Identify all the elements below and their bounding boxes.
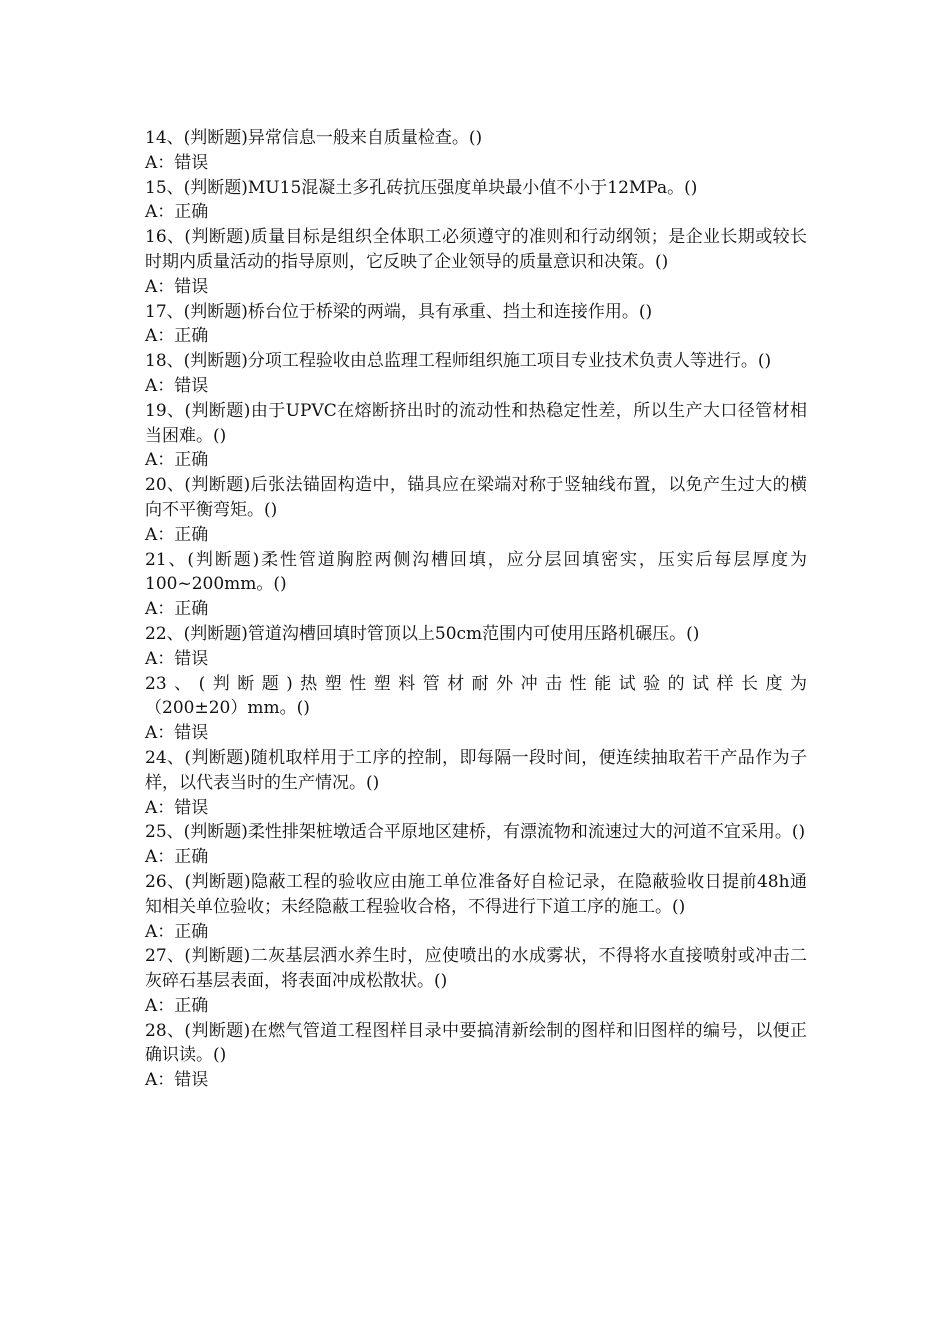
question-23-continued: （200±20）mm。()	[145, 698, 310, 719]
question-17: 17、(判断题)桥台位于桥梁的两端，具有承重、挡土和连接作用。()	[145, 301, 653, 322]
question-19: 19、(判断题)由于UPVC在熔断挤出时的流动性和热稳定性差，所以生产大口径管材相当困难。()	[145, 400, 807, 446]
question-27: 27、(判断题)二灰基层洒水养生时，应使喷出的水成雾状，不得将水直接喷射或冲击二灰碎石基层表面，将表面冲成松散状。()	[145, 946, 807, 992]
question-25: 25、(判断题)柔性排架桩墩适合平原地区建桥，有漂流物和流速过大的河道不宜采用。()	[145, 822, 806, 843]
answer-16: A：错误	[145, 276, 209, 297]
question-21: 21、(判断题)柔性管道胸腔两侧沟槽回填，应分层回填密实，压实后每层厚度为100~200mm。()	[145, 549, 807, 595]
answer-28: A：错误	[145, 1070, 209, 1091]
question-16: 16、(判断题)质量目标是组织全体职工必须遵守的准则和行动纲领；是企业长期或较长时期内质量活动的指导原则，它反映了企业领导的质量意识和决策。()	[145, 227, 807, 272]
answer-24: A：错误	[145, 797, 209, 818]
question-26: 26、(判断题)隐蔽工程的验收应由施工单位准备好自检记录，在隐蔽验收日提前48h通知相关单位验收；未经隐蔽工程验收合格，不得进行下道工序的施工。()	[145, 871, 807, 917]
answer-23: A：错误	[145, 723, 209, 744]
answer-26: A：正确	[145, 921, 209, 942]
answer-21: A：正确	[145, 599, 209, 620]
question-20: 20、(判断题)后张法锚固构造中，锚具应在梁端对称于竖轴线布置，以免产生过大的横向不平衡弯矩。()	[145, 475, 807, 520]
question-28: 28、(判断题)在燃气管道工程图样目录中要搞清新绘制的图样和旧图样的编号，以便正确识读。()	[145, 1020, 807, 1066]
answer-27: A：正确	[145, 995, 209, 1016]
question-22: 22、(判断题)管道沟槽回填时管顶以上50cm范围内可使用压路机碾压。()	[145, 623, 700, 644]
question-15: 15、(判断题)MU15混凝土多孔砖抗压强度单块最小值不小于12MPa。()	[145, 177, 698, 198]
answer-17: A：正确	[145, 326, 209, 347]
question-24: 24、(判断题)随机取样用于工序的控制，即每隔一段时间，便连续抽取若干产品作为子样，以代表当时的生产情况。()	[145, 747, 807, 793]
answer-14: A：错误	[145, 152, 209, 173]
answer-18: A：错误	[145, 375, 209, 396]
answer-15: A：正确	[145, 202, 209, 223]
question-14: 14、(判断题)异常信息一般来自质量检查。()	[145, 128, 483, 148]
answer-22: A：错误	[145, 648, 209, 669]
question-list	[145, 126, 807, 1093]
question-18: 18、(判断题)分项工程验收由总监理工程师组织施工项目专业技术负责人等进行。()	[145, 351, 772, 372]
answer-19: A：正确	[145, 450, 209, 471]
question-23: 23、(判断题)热塑性塑料管材耐外冲击性能试验的试样长度为	[145, 673, 807, 694]
answer-20: A：正确	[145, 524, 209, 545]
answer-25: A：正确	[145, 847, 209, 868]
